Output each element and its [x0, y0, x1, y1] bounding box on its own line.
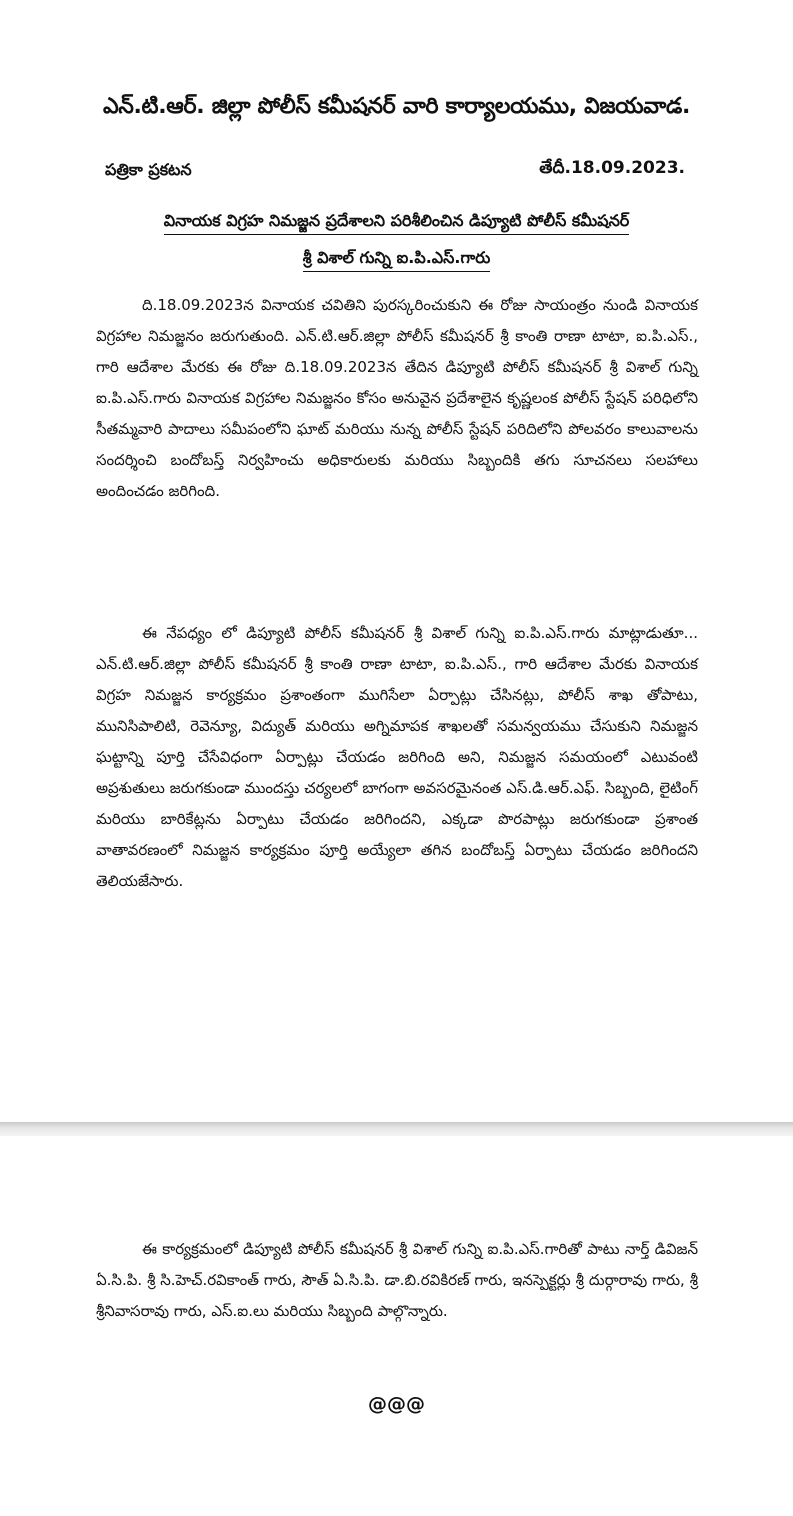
subtitle-line-2-text: శ్రీ విశాల్ గున్ని ఐ.పి.ఎస్.గారు [303, 245, 491, 272]
office-heading: ఎన్.టి.ఆర్. జిల్లా పోలీస్ కమీషనర్ వారి కార్యాలయము, విజయవాడ. [102, 94, 691, 119]
release-date: తేదీ.18.09.2023. [539, 158, 685, 178]
end-mark: @@@ [368, 1393, 425, 1415]
subtitle-line-1 [0, 203, 793, 239]
press-release-label: పత్రికా ప్రకటన [105, 160, 192, 179]
subtitle-line-2 [0, 240, 793, 276]
body-paragraph-2: ఈ నేపధ్యం లో డిప్యూటి పోలీస్ కమీషనర్ శ్రీ విశాల్ గున్ని ఐ.పి.ఎస్.గారు మాట్లాడుతూ... ఎన్.టి.ఆర్.జిల్లా పోలీస్ కమీషనర్ శ్రీ కాంతి రాణా టాటా, ఐ.పి.ఎస్., గారి ఆదేశాల మేరకు వినాయక విగ్రహ నిమజ్జన కార్యక్రమం ప్రశాంతంగా ముగిసేలా ఏర్పాట్లు చేసినట్లు, పోలీస్ శాఖ తోపాటు, మునిసిపాలిటి, రెవెన్యూ, విద్యుత్ మరియు అగ్నిమాపక శాఖలతో సమన్వయము చేసుకుని నిమజ్జన ఘట్టాన్ని పూర్తి చేసేవిధంగా ఏర్పాట్లు చేయడం జరిగింది అని, నిమజ్జన సమయంలో ఎటువంటి అప్రశుతులు జరుగకుండా ముందస్తు చర్యలలో బాగంగా అవసరమైనంత ఎస్.డి.ఆర్.ఎఫ్. సిబ్బంది, లైటింగ్ మరియు బారికేట్లను ఏర్పాటు చేయడం జరిగిందని, ఎక్కడా పొరపాట్లు జరుగకుండా ప్రశాంత వాతావరణంలో నిమజ్జన కార్యక్రమం పూర్తి అయ్యేలా తగిన బందోబస్త్ ఏర్పాటు చేయడం జరిగిందని తెలియజేసారు. [96, 624, 698, 890]
page-separator [0, 1122, 793, 1136]
body-paragraph-1: ది.18.09.2023న వినాయక చవితిని పురస్కరించుకుని ఈ రోజు సాయంత్రం నుండి వినాయక విగ్రహాల నిమజ్జనం జరుగుతుంది. ఎన్.టి.ఆర్.జిల్లా పోలీస్ కమీషనర్ శ్రీ కాంతి రాణా టాటా, ఐ.పి.ఎస్., గారి ఆదేశాల మేరకు ఈ రోజు ది.18.09.2023న తేదిన డిప్యూటి పోలీస్ కమీషనర్ శ్రీ విశాల్ గున్ని ఐ.పి.ఎస్.గారు వినాయక విగ్రహాల నిమజ్జనం కోసం అనువైన ప్రదేశాలైన కృష్ణలంక పోలీస్ స్టేషన్ పరిధిలోని సీతమ్మవారి పాదాలు సమీపంలోని ఘాట్ మరియు నున్న పోలీస్ స్టేషన్ పరిదిలోని పోలవరం కాలువాలను సందర్శించి బందోబస్త్ నిర్వహించు అధికారులకు మరియు సిబ్బందికి తగు సూచనలు సలహాలు అందించడం జరిగింది. [96, 296, 698, 500]
subtitle-line-1-text: వినాయక విగ్రహ నిమజ్జన ప్రదేశాలని పరిశీలించిన డిప్యూటి పోలీస్ కమీషనర్ [164, 208, 630, 235]
body-paragraph-3: ఈ కార్యక్రమంలో డిప్యూటి పోలీస్ కమీషనర్ శ్రీ విశాల్ గున్ని ఐ.పి.ఎస్.గారితో పాటు నార్త్ డివిజన్ ఏ.సి.పి. శ్రీ సి.హెచ్.రవికాంత్ గారు, సౌత్ ఏ.సి.పి. డా.బి.రవికిరణ్ గారు, ఇనస్పెక్టర్లు శ్రీ దుర్గారావు గారు, శ్రీ శ్రీనివాసరావు గారు, ఎస్.ఐ.లు మరియు సిబ్బంది పాల్గొన్నారు. [96, 1240, 698, 1320]
